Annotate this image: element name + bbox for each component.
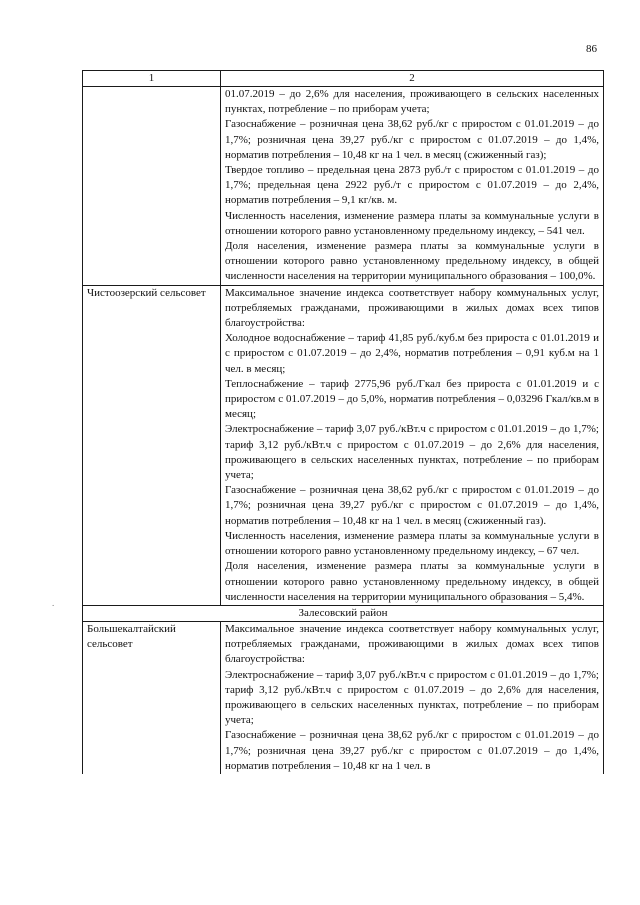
paragraph: Доля населения, изменение размера платы за коммунальные услуги в отношении которого равно установленному предельному индексу, в общей численности населения на территории муниципального образования – 100,0%. xyxy=(225,240,599,283)
paragraph: Газоснабжение – розничная цена 38,62 руб./кг с приростом с 01.01.2019 – до 1,7%; розничная цена 39,27 руб./кг с приростом с 01.07.2019 – до 1,4%, норматив потребления – 10,48 кг на 1 чел. в месяц (сжиженный газ). xyxy=(225,484,599,527)
paragraph: Максимальное значение индекса соответствует набору коммунальных услуг, потребляемых гражданами, проживающими в жилых домах всех типов благоустройства: xyxy=(225,286,599,330)
tariff-table xyxy=(82,70,604,774)
table-row xyxy=(83,285,604,605)
paragraph: Численность населения, изменение размера платы за коммунальные услуги в отношении которого равно установленному предельному индексу, – 541 чел. xyxy=(225,209,599,237)
municipality-name: Большекалтайский сельсовет xyxy=(83,621,221,774)
column-header-2: 2 xyxy=(221,71,604,87)
margin-mark: . xyxy=(52,598,55,608)
district-heading-row xyxy=(83,605,604,621)
paragraph: Максимальное значение индекса соответствует набору коммунальных услуг, потребляемых гражданами, проживающими в жилых домах всех типов благоустройства: xyxy=(225,622,599,666)
paragraph: Электроснабжение – тариф 3,07 руб./кВт.ч с приростом с 01.01.2019 – до 1,7%; тариф 3,12 руб./кВт.ч с приростом с 01.07.2019 – до 2,6% для населения, проживающего в сельских населенных пунктах, потребление – по приборам учета; xyxy=(225,668,599,727)
paragraph: Доля населения, изменение размера платы за коммунальные услуги в отношении которого равно установленному предельному индексу, в общей численности населения на территории муниципального образования – 5,4%. xyxy=(225,560,599,603)
tariff-description xyxy=(221,285,604,605)
paragraph: Теплоснабжение – тариф 2775,96 руб./Гкал без прироста с 01.01.2019 и с приростом с 01.07.2019 – до 5,0%, норматив потребления – 0,03296 Гкал/кв.м в месяц; xyxy=(225,377,599,421)
paragraph: 01.07.2019 – до 2,6% для населения, проживающего в сельских населенных пунктах, потребление – по приборам учета; xyxy=(225,88,599,116)
paragraph: Твердое топливо – предельная цена 2873 руб./т с приростом с 01.01.2019 – до 1,7%; предельная цена 2922 руб./т с приростом с 01.07.2019 – до 2,4%, норматив потребления – 9,1 кг/кв. м. xyxy=(225,164,599,207)
tariff-description xyxy=(221,621,604,774)
table-header-row xyxy=(83,71,604,87)
column-header-1: 1 xyxy=(83,71,221,87)
municipality-name xyxy=(83,87,221,286)
page-number: 86 xyxy=(586,43,597,55)
district-heading: Залесовский район xyxy=(83,605,604,621)
tariff-description xyxy=(221,87,604,286)
paragraph: Газоснабжение – розничная цена 38,62 руб./кг с приростом с 01.01.2019 – до 1,7%; розничная цена 39,27 руб./кг с приростом с 01.07.2019 – до 1,4%, норматив потребления – 10,48 кг на 1 чел. в xyxy=(225,729,599,772)
paragraph: Численность населения, изменение размера платы за коммунальные услуги в отношении которого равно установленному предельному индексу, – 67 чел. xyxy=(225,529,599,558)
table-row xyxy=(83,87,604,286)
paragraph: Газоснабжение – розничная цена 38,62 руб./кг с приростом с 01.01.2019 – до 1,7%; розничная цена 39,27 руб./кг с приростом с 01.07.2019 – до 1,4%, норматив потребления – 10,48 кг на 1 чел. в месяц (сжиженный газ); xyxy=(225,118,599,161)
paragraph: Холодное водоснабжение – тариф 41,85 руб./куб.м без прироста с 01.01.2019 и с приростом с 01.07.2019 – до 2,4%, норматив потребления – 0,91 куб.м на 1 чел. в месяц; xyxy=(225,332,599,375)
paragraph: Электроснабжение – тариф 3,07 руб./кВт.ч с приростом с 01.01.2019 – до 1,7%; тариф 3,12 руб./кВт.ч с приростом с 01.07.2019 – до 2,6% для населения, проживающего в сельских населенных пунктах, потребление – по приборам учета; xyxy=(225,423,599,482)
municipality-name: Чистоозерский сельсовет xyxy=(83,285,221,605)
table-row xyxy=(83,621,604,774)
